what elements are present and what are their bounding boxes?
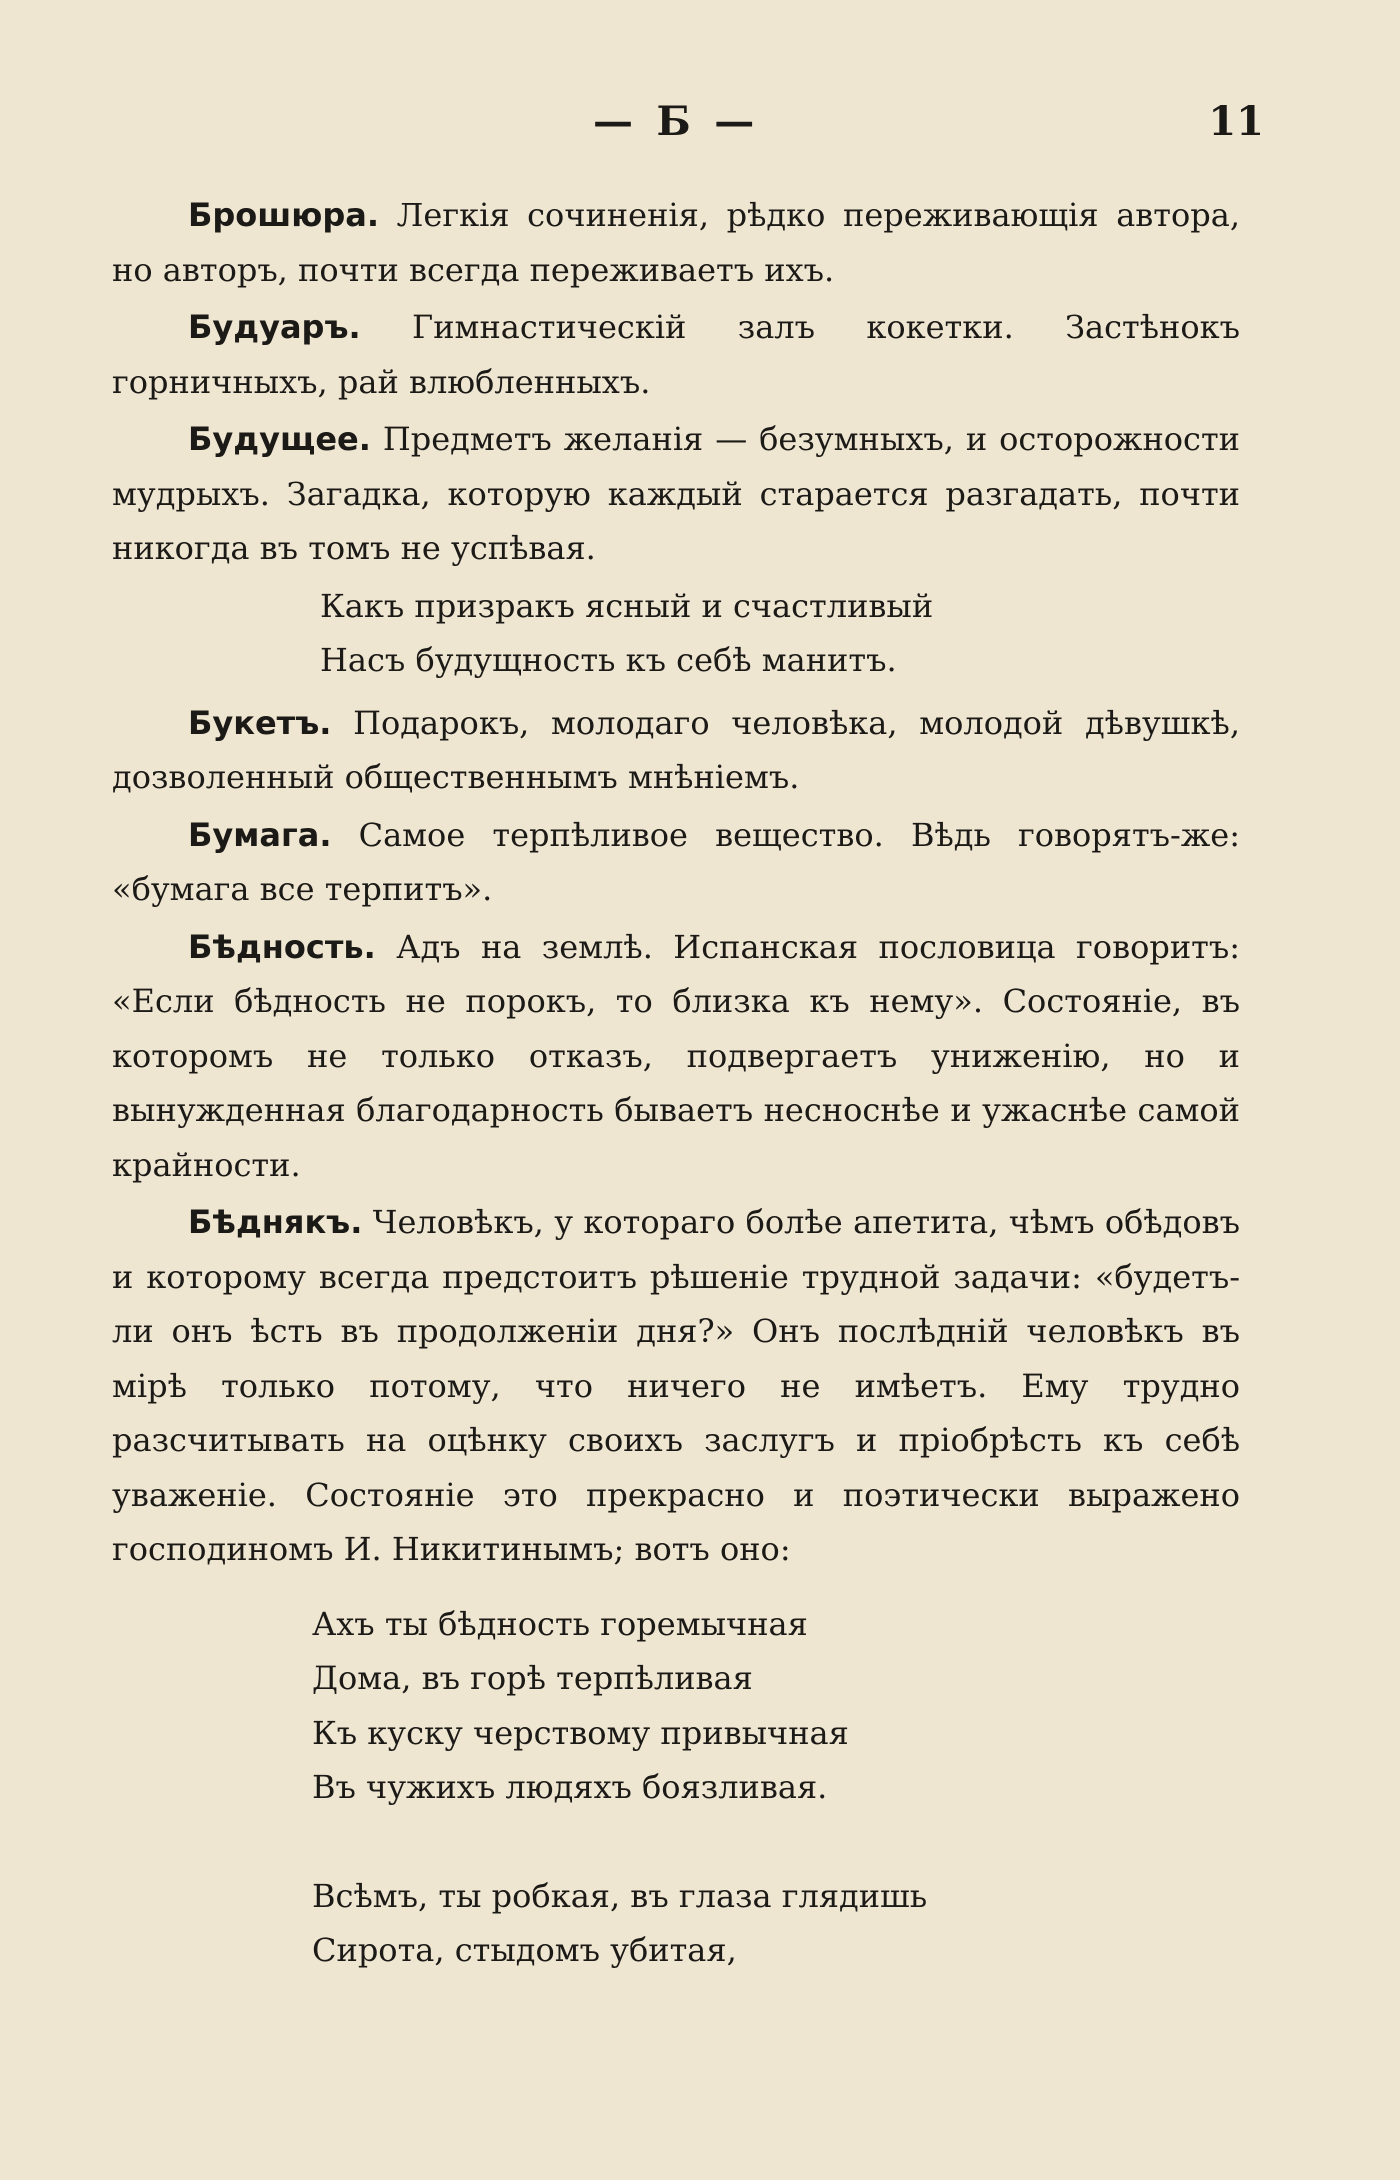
entry-term: Будущее. bbox=[188, 420, 371, 458]
verse-line: Сирота, стыдомъ убитая, bbox=[312, 1931, 737, 1969]
page-header bbox=[112, 98, 1264, 158]
entry-bednyak bbox=[112, 1195, 1240, 1577]
entry-term: Букетъ. bbox=[188, 703, 332, 742]
entry-bumaga bbox=[112, 808, 1240, 917]
entry-definition: Гимнастическій залъ кокетки. Застѣнокъ горничныхъ, рай влюбленныхъ. bbox=[112, 308, 1241, 401]
entry-broshyura bbox=[112, 188, 1240, 297]
page-number: 11 bbox=[1208, 98, 1264, 145]
entry-term: Бѣдность. bbox=[188, 927, 376, 966]
entry-term: Бѣднякъ. bbox=[188, 1203, 363, 1241]
verse-line: Всѣмъ, ты робкая, въ глаза глядишь bbox=[312, 1876, 928, 1915]
verse-line: Въ чужихъ людяхъ боязливая. bbox=[312, 1768, 828, 1806]
entry-term: Будуаръ. bbox=[188, 308, 361, 346]
stanza-gap bbox=[312, 1815, 1240, 1869]
entry-buket bbox=[112, 696, 1240, 805]
running-head: — Б — bbox=[592, 98, 760, 145]
entry-definition: Предметъ желанія — безумныхъ, и осторожности мудрыхъ. Загадка, которую каждый старается разгадать, почти никогда въ томъ не успѣвая. bbox=[112, 420, 1241, 567]
entry-buduar bbox=[112, 300, 1240, 409]
verse-poverty bbox=[112, 1597, 1240, 1978]
verse-future bbox=[112, 579, 1240, 688]
entry-term: Брошюра. bbox=[188, 196, 380, 234]
dictionary-text bbox=[112, 188, 1240, 1978]
verse-line: Ахъ ты бѣдность горемычная bbox=[312, 1604, 808, 1643]
entry-budushchee bbox=[112, 412, 1240, 576]
verse-line: Насъ будущность къ себѣ манитъ. bbox=[320, 641, 897, 679]
entry-term: Бумага. bbox=[188, 815, 332, 854]
entry-definition: Легкія сочиненія, рѣдко переживающія автора, но авторъ, почти всегда переживаетъ ихъ. bbox=[112, 196, 1241, 289]
entry-definition: Подарокъ, молодаго человѣка, молодой дѣвушкѣ, дозволенный общественнымъ мнѣніемъ. bbox=[112, 703, 1241, 796]
verse-line: Къ куску черствому привычная bbox=[312, 1713, 849, 1752]
entry-definition: Человѣкъ, у котораго болѣе апетита, чѣмъ обѣдовъ и которому всегда предстоитъ рѣшеніе трудной задачи: «будетъ-ли онъ ѣсть въ продолженіи дня?» Онъ послѣдній человѣкъ въ мірѣ только потому, что ничего не имѣетъ. Ему трудно разсчитывать на оцѣнку своихъ заслугъ и пріобрѣсть къ себѣ уваженіе. Состояніе это прекрасно и поэтически выражено господиномъ И. Никитинымъ; вотъ оно: bbox=[112, 1203, 1241, 1568]
entry-definition: Самое терпѣливое вещество. Вѣдь говорятъ-же: «бумага все терпитъ». bbox=[112, 815, 1241, 908]
verse-line: Какъ призракъ ясный и счастливый bbox=[320, 586, 934, 625]
verse-line: Дома, въ горѣ терпѣливая bbox=[312, 1659, 753, 1697]
entry-bednost bbox=[112, 920, 1240, 1193]
entry-definition: Адъ на землѣ. Испанская пословица говоритъ: «Если бѣдность не порокъ, то близка къ нему». Состояніе, въ которомъ не только отказъ, подвергаетъ униженію, но и вынужденная благодарность бываетъ несноснѣе и ужаснѣе самой крайности. bbox=[112, 927, 1241, 1184]
